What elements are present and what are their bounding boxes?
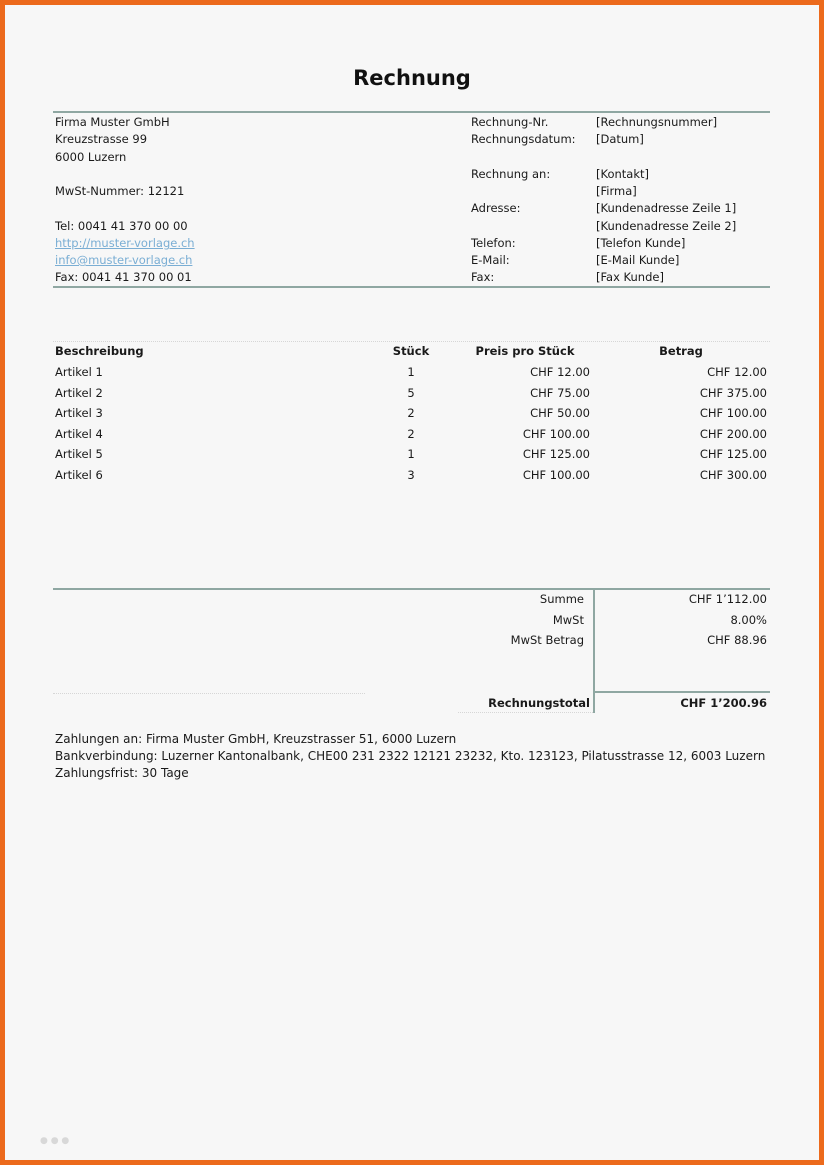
column-header-description: Beschreibung	[55, 344, 144, 358]
item-unit-price: CHF 75.00	[530, 385, 590, 400]
totals-divider	[593, 589, 595, 713]
document-title: Rechnung	[353, 66, 471, 90]
sender-vat-number: MwSt-Nummer: 12121	[55, 184, 185, 198]
sender-website-link[interactable]: http://muster-vorlage.ch	[55, 236, 195, 250]
header-bottom-rule	[53, 286, 770, 288]
item-description: Artikel 1	[55, 365, 103, 379]
table-top-dotted-rule	[53, 341, 770, 342]
payment-terms: Zahlungsfrist: 30 Tage	[55, 766, 189, 780]
invoice-number-value: [Rechnungsnummer]	[596, 115, 718, 129]
invoice-date-label: Rechnungsdatum:	[471, 132, 576, 146]
item-quantity: 2	[407, 406, 415, 421]
email-label: E-Mail:	[471, 253, 510, 267]
invoice-number-label: Rechnung-Nr.	[471, 115, 549, 129]
address-line2-value: [Kundenadresse Zeile 2]	[596, 219, 737, 233]
phone-label: Telefon:	[471, 236, 516, 250]
item-amount: CHF 375.00	[699, 385, 767, 400]
item-unit-price: CHF 50.00	[530, 406, 590, 421]
item-quantity: 1	[407, 447, 415, 462]
totals-left-dotted-rule	[53, 693, 365, 694]
column-header-unit-price: Preis pro Stück	[475, 344, 575, 358]
total-label-dotted-rule	[458, 712, 593, 713]
total-rule	[595, 691, 770, 693]
item-quantity: 3	[407, 468, 415, 482]
item-unit-price: CHF 125.00	[522, 447, 590, 462]
item-quantity: 1	[407, 365, 415, 379]
sum-label: Summe	[539, 592, 584, 606]
payment-info: Zahlungen an: Firma Muster GmbH, Kreuzstrasser 51, 6000 Luzern	[55, 732, 457, 746]
totals-top-rule	[53, 588, 770, 590]
item-description: Artikel 2	[55, 385, 103, 400]
item-amount: CHF 12.00	[707, 365, 767, 379]
vat-amount-value: CHF 88.96	[707, 633, 767, 647]
bank-info: Bankverbindung: Luzerner Kantonalbank, CHE00 231 2322 12121 23232, Kto. 123123, Pilatusstrasse 12, 6003 Luzern	[55, 749, 766, 763]
phone-value: [Telefon Kunde]	[596, 236, 686, 250]
item-unit-price: CHF 100.00	[522, 468, 590, 482]
fax-label: Fax:	[471, 270, 495, 284]
item-description: Artikel 6	[55, 468, 103, 482]
sum-value: CHF 1’112.00	[688, 592, 767, 606]
item-quantity: 5	[407, 385, 415, 400]
sender-city: 6000 Luzern	[55, 150, 127, 164]
column-header-quantity: Stück	[392, 344, 430, 358]
sender-fax: Fax: 0041 41 370 00 01	[55, 270, 192, 284]
email-value: [E-Mail Kunde]	[596, 253, 680, 267]
item-amount: CHF 100.00	[699, 406, 767, 421]
item-description: Artikel 3	[55, 406, 103, 421]
invoice-to-label: Rechnung an:	[471, 167, 551, 181]
vat-value: 8.00%	[730, 613, 767, 627]
item-quantity: 2	[407, 426, 415, 441]
item-unit-price: CHF 100.00	[522, 426, 590, 441]
sender-tel: Tel: 0041 41 370 00 00	[55, 219, 188, 233]
sender-company: Firma Muster GmbH	[55, 115, 170, 129]
faint-watermark: ● ● ●	[40, 1136, 70, 1146]
sender-email-link[interactable]: info@muster-vorlage.ch	[55, 253, 193, 267]
item-description: Artikel 5	[55, 447, 103, 462]
item-amount: CHF 300.00	[699, 468, 767, 482]
address-line1-value: [Kundenadresse Zeile 1]	[596, 201, 737, 215]
invoice-total-value: CHF 1’200.96	[680, 696, 767, 710]
vat-amount-label: MwSt Betrag	[510, 633, 584, 647]
item-amount: CHF 200.00	[699, 426, 767, 441]
address-label: Adresse:	[471, 201, 521, 215]
sender-street: Kreuzstrasse 99	[55, 132, 148, 146]
invoice-date-value: [Datum]	[596, 132, 644, 146]
fax-value: [Fax Kunde]	[596, 270, 664, 284]
item-description: Artikel 4	[55, 426, 103, 441]
company-value: [Firma]	[596, 184, 637, 198]
invoice-total-label: Rechnungstotal	[488, 696, 590, 710]
vat-label: MwSt	[552, 613, 584, 627]
column-header-amount: Betrag	[659, 344, 703, 358]
header-top-rule	[53, 111, 770, 113]
item-amount: CHF 125.00	[699, 447, 767, 462]
contact-value: [Kontakt]	[596, 167, 649, 181]
item-unit-price: CHF 12.00	[530, 365, 590, 379]
